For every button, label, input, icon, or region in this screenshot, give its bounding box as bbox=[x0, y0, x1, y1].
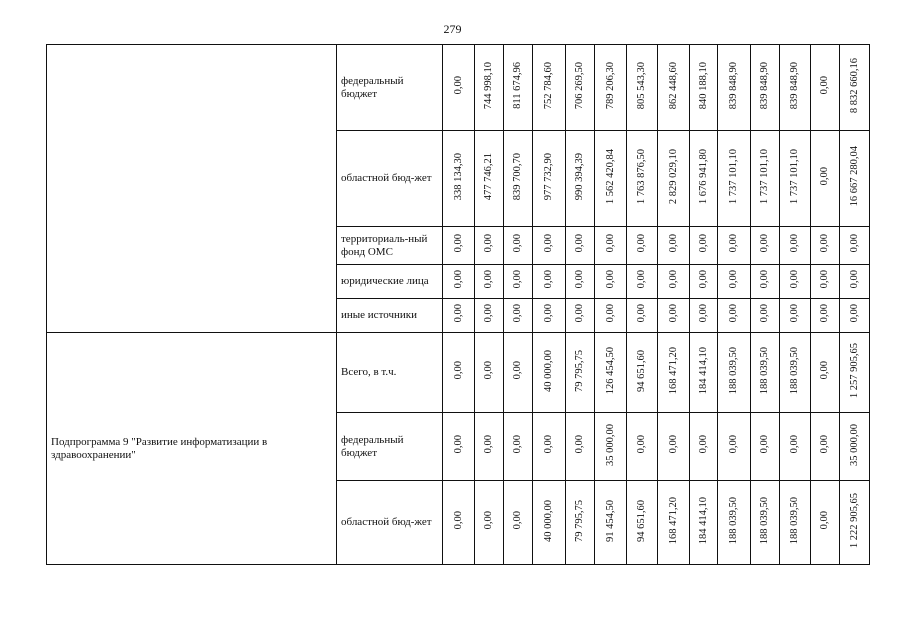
funding-source-cell: юридические лица bbox=[337, 265, 443, 299]
value-text: 0,00 bbox=[667, 304, 679, 323]
value-cell bbox=[475, 481, 504, 565]
funding-source-cell: территориаль-ный фонд ОМС bbox=[337, 227, 443, 265]
value-text: 184 414,10 bbox=[697, 496, 709, 545]
value-text: 188 039,50 bbox=[728, 346, 739, 395]
value-text: 0,00 bbox=[759, 435, 770, 454]
value-cell bbox=[443, 265, 475, 299]
value-text: 0,00 bbox=[604, 234, 616, 253]
value-cell bbox=[475, 227, 504, 265]
table-row bbox=[47, 333, 870, 413]
value-text: 839 848,90 bbox=[728, 61, 739, 110]
value-text: 0,00 bbox=[848, 304, 860, 323]
value-cell bbox=[443, 413, 475, 481]
value-text: 477 746,21 bbox=[483, 152, 494, 201]
value-cell bbox=[780, 45, 811, 131]
value-cell bbox=[443, 299, 475, 333]
value-cell bbox=[533, 481, 566, 565]
value-text: 0,00 bbox=[483, 270, 494, 289]
value-text: 168 471,20 bbox=[667, 346, 679, 395]
value-text: 0,00 bbox=[483, 361, 494, 380]
value-text: 0,00 bbox=[512, 304, 523, 323]
value-text: 0,00 bbox=[819, 361, 830, 380]
value-cell bbox=[840, 227, 870, 265]
value-cell bbox=[690, 413, 718, 481]
value-text: 0,00 bbox=[819, 76, 830, 95]
value-text: 839 700,70 bbox=[512, 152, 523, 201]
value-cell bbox=[627, 265, 658, 299]
value-cell bbox=[566, 481, 595, 565]
value-text: 0,00 bbox=[848, 234, 860, 253]
value-cell bbox=[718, 45, 751, 131]
value-text: 0,00 bbox=[574, 234, 585, 253]
value-text: 0,00 bbox=[452, 435, 464, 454]
value-text: 0,00 bbox=[512, 435, 523, 454]
value-cell bbox=[504, 413, 533, 481]
value-text: 0,00 bbox=[728, 234, 739, 253]
value-text: 0,00 bbox=[789, 234, 800, 253]
value-cell bbox=[840, 413, 870, 481]
value-cell bbox=[475, 333, 504, 413]
value-text: 338 134,30 bbox=[452, 152, 464, 201]
value-cell bbox=[504, 481, 533, 565]
value-text: 1 257 905,65 bbox=[848, 342, 860, 399]
value-text: 0,00 bbox=[728, 270, 739, 289]
value-cell bbox=[658, 413, 690, 481]
value-text: 0,00 bbox=[819, 511, 830, 530]
value-cell bbox=[780, 413, 811, 481]
value-cell bbox=[627, 131, 658, 227]
value-text: 0,00 bbox=[667, 234, 679, 253]
value-text: 1 562 420,84 bbox=[604, 148, 616, 205]
value-cell bbox=[690, 227, 718, 265]
table-row bbox=[47, 45, 870, 131]
value-cell bbox=[533, 227, 566, 265]
page-number: 279 bbox=[443, 22, 462, 36]
value-cell bbox=[780, 131, 811, 227]
value-text: 0,00 bbox=[512, 234, 523, 253]
value-text: 0,00 bbox=[483, 435, 494, 454]
value-text: 839 848,90 bbox=[759, 61, 770, 110]
value-text: 0,00 bbox=[759, 234, 770, 253]
value-cell bbox=[718, 299, 751, 333]
value-cell bbox=[443, 131, 475, 227]
value-text: 752 784,60 bbox=[543, 61, 554, 110]
value-cell bbox=[566, 333, 595, 413]
value-text: 706 269,50 bbox=[574, 61, 585, 110]
value-cell bbox=[751, 413, 780, 481]
value-text: 0,00 bbox=[636, 304, 647, 323]
value-cell bbox=[690, 131, 718, 227]
value-cell bbox=[533, 131, 566, 227]
value-cell bbox=[627, 227, 658, 265]
value-cell bbox=[658, 131, 690, 227]
value-cell bbox=[811, 265, 840, 299]
value-cell bbox=[566, 131, 595, 227]
budget-table bbox=[46, 44, 870, 565]
value-text: 0,00 bbox=[759, 270, 770, 289]
value-text: 1 676 941,80 bbox=[697, 148, 709, 205]
value-text: 0,00 bbox=[483, 304, 494, 323]
value-text: 0,00 bbox=[543, 304, 554, 323]
value-cell bbox=[443, 227, 475, 265]
value-cell bbox=[504, 299, 533, 333]
value-text: 0,00 bbox=[636, 270, 647, 289]
value-text: 94 651,60 bbox=[636, 349, 647, 392]
value-text: 188 039,50 bbox=[759, 496, 770, 545]
value-text: 1 737 101,10 bbox=[759, 148, 770, 205]
value-text: 94 651,60 bbox=[636, 499, 647, 542]
value-cell bbox=[658, 227, 690, 265]
value-text: 188 039,50 bbox=[759, 346, 770, 395]
value-cell bbox=[658, 481, 690, 565]
value-cell bbox=[718, 413, 751, 481]
value-text: 0,00 bbox=[697, 234, 709, 253]
value-cell bbox=[780, 265, 811, 299]
funding-source-cell: федеральный бюджет bbox=[337, 45, 443, 131]
value-text: 0,00 bbox=[483, 234, 494, 253]
value-cell bbox=[840, 131, 870, 227]
value-text: 0,00 bbox=[543, 435, 554, 454]
value-cell bbox=[595, 413, 627, 481]
value-cell bbox=[811, 45, 840, 131]
value-text: 0,00 bbox=[604, 270, 616, 289]
value-text: 839 848,90 bbox=[789, 61, 800, 110]
value-text: 35 000,00 bbox=[848, 423, 860, 466]
value-cell bbox=[566, 299, 595, 333]
value-text: 188 039,50 bbox=[789, 346, 800, 395]
value-cell bbox=[443, 333, 475, 413]
program-name-cell bbox=[47, 45, 337, 333]
value-cell bbox=[780, 481, 811, 565]
value-cell bbox=[751, 227, 780, 265]
funding-source-cell: Всего, в т.ч. bbox=[337, 333, 443, 413]
value-text: 0,00 bbox=[574, 270, 585, 289]
value-cell bbox=[690, 265, 718, 299]
value-text: 1 222 905,65 bbox=[848, 492, 860, 549]
value-text: 0,00 bbox=[728, 435, 739, 454]
value-text: 0,00 bbox=[728, 304, 739, 323]
funding-source-cell: федеральный бюджет bbox=[337, 413, 443, 481]
value-cell bbox=[533, 265, 566, 299]
value-cell bbox=[840, 299, 870, 333]
value-cell bbox=[811, 299, 840, 333]
value-cell bbox=[751, 265, 780, 299]
value-cell bbox=[566, 265, 595, 299]
value-cell bbox=[443, 481, 475, 565]
value-text: 1 737 101,10 bbox=[789, 148, 800, 205]
value-text: 0,00 bbox=[667, 270, 679, 289]
value-cell bbox=[658, 265, 690, 299]
value-text: 840 188,10 bbox=[697, 61, 709, 110]
value-text: 0,00 bbox=[819, 234, 830, 253]
value-text: 0,00 bbox=[543, 234, 554, 253]
value-text: 0,00 bbox=[697, 304, 709, 323]
value-text: 0,00 bbox=[452, 511, 464, 530]
value-cell bbox=[690, 299, 718, 333]
value-text: 0,00 bbox=[819, 304, 830, 323]
value-text: 0,00 bbox=[452, 270, 464, 289]
value-text: 0,00 bbox=[636, 234, 647, 253]
value-cell bbox=[595, 45, 627, 131]
value-cell bbox=[658, 333, 690, 413]
value-text: 0,00 bbox=[604, 304, 616, 323]
value-cell bbox=[627, 333, 658, 413]
table-body bbox=[47, 45, 870, 565]
value-cell bbox=[751, 131, 780, 227]
value-cell bbox=[595, 481, 627, 565]
value-text: 0,00 bbox=[667, 435, 679, 454]
value-text: 0,00 bbox=[819, 270, 830, 289]
value-cell bbox=[504, 265, 533, 299]
value-cell bbox=[504, 45, 533, 131]
value-text: 805 543,30 bbox=[636, 61, 647, 110]
value-cell bbox=[627, 45, 658, 131]
value-cell bbox=[718, 131, 751, 227]
value-cell bbox=[504, 227, 533, 265]
value-cell bbox=[533, 45, 566, 131]
value-cell bbox=[780, 333, 811, 413]
value-cell bbox=[475, 45, 504, 131]
funding-source-cell: областной бюд-жет bbox=[337, 131, 443, 227]
value-cell bbox=[595, 131, 627, 227]
value-text: 0,00 bbox=[452, 234, 464, 253]
value-text: 0,00 bbox=[512, 511, 523, 530]
value-text: 0,00 bbox=[697, 270, 709, 289]
value-cell bbox=[780, 227, 811, 265]
value-cell bbox=[751, 299, 780, 333]
value-text: 0,00 bbox=[452, 76, 464, 95]
value-cell bbox=[811, 481, 840, 565]
value-cell bbox=[627, 413, 658, 481]
value-cell bbox=[718, 265, 751, 299]
value-text: 91 454,50 bbox=[604, 499, 616, 542]
value-text: 79 795,75 bbox=[574, 499, 585, 542]
value-text: 16 667 280,04 bbox=[848, 146, 860, 207]
value-cell bbox=[566, 227, 595, 265]
value-text: 0,00 bbox=[543, 270, 554, 289]
value-cell bbox=[443, 45, 475, 131]
value-cell bbox=[504, 333, 533, 413]
value-cell bbox=[811, 413, 840, 481]
value-text: 1 737 101,10 bbox=[728, 148, 739, 205]
value-text: 0,00 bbox=[697, 435, 709, 454]
value-text: 168 471,20 bbox=[667, 496, 679, 545]
value-cell bbox=[840, 265, 870, 299]
value-cell bbox=[751, 481, 780, 565]
funding-source-cell: иные источники bbox=[337, 299, 443, 333]
value-cell bbox=[475, 131, 504, 227]
value-cell bbox=[475, 413, 504, 481]
value-cell bbox=[595, 265, 627, 299]
value-cell bbox=[718, 333, 751, 413]
value-text: 0,00 bbox=[819, 167, 830, 186]
value-text: 977 732,90 bbox=[543, 152, 554, 201]
value-cell bbox=[627, 299, 658, 333]
value-cell bbox=[595, 333, 627, 413]
value-text: 0,00 bbox=[848, 270, 860, 289]
value-text: 789 206,30 bbox=[604, 61, 616, 110]
value-text: 2 829 029,10 bbox=[667, 148, 679, 205]
value-cell bbox=[566, 45, 595, 131]
value-cell bbox=[595, 299, 627, 333]
value-cell bbox=[595, 227, 627, 265]
value-cell bbox=[690, 333, 718, 413]
value-text: 0,00 bbox=[574, 435, 585, 454]
value-text: 79 795,75 bbox=[574, 349, 585, 392]
value-cell bbox=[690, 45, 718, 131]
value-text: 8 832 660,16 bbox=[848, 57, 860, 114]
value-cell bbox=[840, 45, 870, 131]
value-text: 811 674,96 bbox=[512, 62, 523, 109]
value-cell bbox=[718, 227, 751, 265]
value-text: 0,00 bbox=[452, 304, 464, 323]
value-cell bbox=[811, 227, 840, 265]
value-text: 0,00 bbox=[452, 361, 464, 380]
value-cell bbox=[475, 299, 504, 333]
value-cell bbox=[751, 45, 780, 131]
value-cell bbox=[658, 299, 690, 333]
value-text: 0,00 bbox=[512, 270, 523, 289]
value-cell bbox=[840, 333, 870, 413]
value-cell bbox=[690, 481, 718, 565]
value-text: 184 414,10 bbox=[697, 346, 709, 395]
value-cell bbox=[811, 131, 840, 227]
value-cell bbox=[533, 413, 566, 481]
value-cell bbox=[566, 413, 595, 481]
value-text: 0,00 bbox=[789, 270, 800, 289]
value-cell bbox=[840, 481, 870, 565]
value-text: 990 394,39 bbox=[574, 152, 585, 201]
program-name-cell: Подпрограмма 9 "Развитие информатизации в здравоохранении" bbox=[47, 333, 337, 565]
value-text: 126 454,50 bbox=[604, 346, 616, 395]
value-cell bbox=[475, 265, 504, 299]
value-text: 0,00 bbox=[759, 304, 770, 323]
value-cell bbox=[811, 333, 840, 413]
value-cell bbox=[627, 481, 658, 565]
value-text: 862 448,60 bbox=[667, 61, 679, 110]
value-text: 188 039,50 bbox=[789, 496, 800, 545]
value-text: 0,00 bbox=[636, 435, 647, 454]
value-text: 1 763 876,50 bbox=[636, 148, 647, 205]
value-text: 0,00 bbox=[789, 435, 800, 454]
value-cell bbox=[504, 131, 533, 227]
value-text: 0,00 bbox=[512, 361, 523, 380]
value-text: 744 998,10 bbox=[483, 61, 494, 110]
value-cell bbox=[780, 299, 811, 333]
value-cell bbox=[533, 333, 566, 413]
value-cell bbox=[533, 299, 566, 333]
value-text: 0,00 bbox=[819, 435, 830, 454]
funding-source-cell: областной бюд-жет bbox=[337, 481, 443, 565]
value-text: 188 039,50 bbox=[728, 496, 739, 545]
value-text: 40 000,00 bbox=[543, 499, 554, 542]
value-text: 35 000,00 bbox=[604, 423, 616, 466]
value-cell bbox=[658, 45, 690, 131]
value-cell bbox=[751, 333, 780, 413]
value-text: 0,00 bbox=[789, 304, 800, 323]
value-text: 0,00 bbox=[483, 511, 494, 530]
value-text: 0,00 bbox=[574, 304, 585, 323]
value-text: 40 000,00 bbox=[543, 349, 554, 392]
value-cell bbox=[718, 481, 751, 565]
